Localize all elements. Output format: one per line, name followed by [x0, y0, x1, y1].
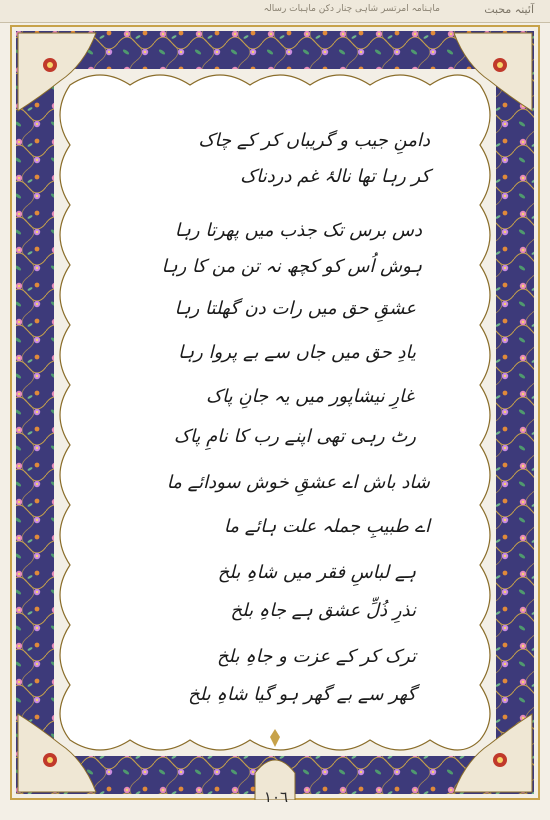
poem-line: غارِ نیشاپور میں یہ جانِ پاک: [206, 386, 414, 407]
poem-line: یادِ حق میں جاں سے بے پروا رہا: [178, 342, 416, 363]
poem-line: دامنِ جیب و گریباں کر کے چاک: [198, 130, 430, 151]
poem-line: ہوش اُس کو کچھ نہ تن من کا رہا: [161, 256, 422, 277]
poem-line: عشقِ حق میں رات دن گھلتا رہا: [174, 298, 416, 319]
poem-line: اے طبیبِ جملہ علت ہائے ما: [223, 516, 430, 537]
header-left-text: ماہنامہ امرتسر شاہی چنار دکن ماہبات رسالہ: [263, 4, 440, 14]
poem-line: دس برس تک جذب میں پھرتا رہا: [174, 220, 422, 241]
poem-line: شاد باش اے عشقِ خوش سودائے ما: [166, 472, 430, 493]
poem-line: رٹ رہی تھی اپنے رب کا نامِ پاک: [173, 426, 416, 447]
page-header: [0, 0, 550, 23]
poem-line: کر رہا تھا نالۂ غم دردناک: [240, 166, 430, 187]
poem-line: نذرِ ذُلِّ عشق ہے جاہِ بلخ: [230, 600, 416, 621]
page-number: ١٠٦: [263, 788, 289, 806]
poem-line: ہے لباسِ فقر میں شاہِ بلخ: [217, 562, 416, 583]
header-title: آئینہ محبت: [484, 3, 534, 16]
poem-line: ترک کر کے عزت و جاہِ بلخ: [216, 646, 416, 667]
poem-line: گھر سے بے گھر ہو گیا شاہِ بلخ: [188, 684, 416, 705]
